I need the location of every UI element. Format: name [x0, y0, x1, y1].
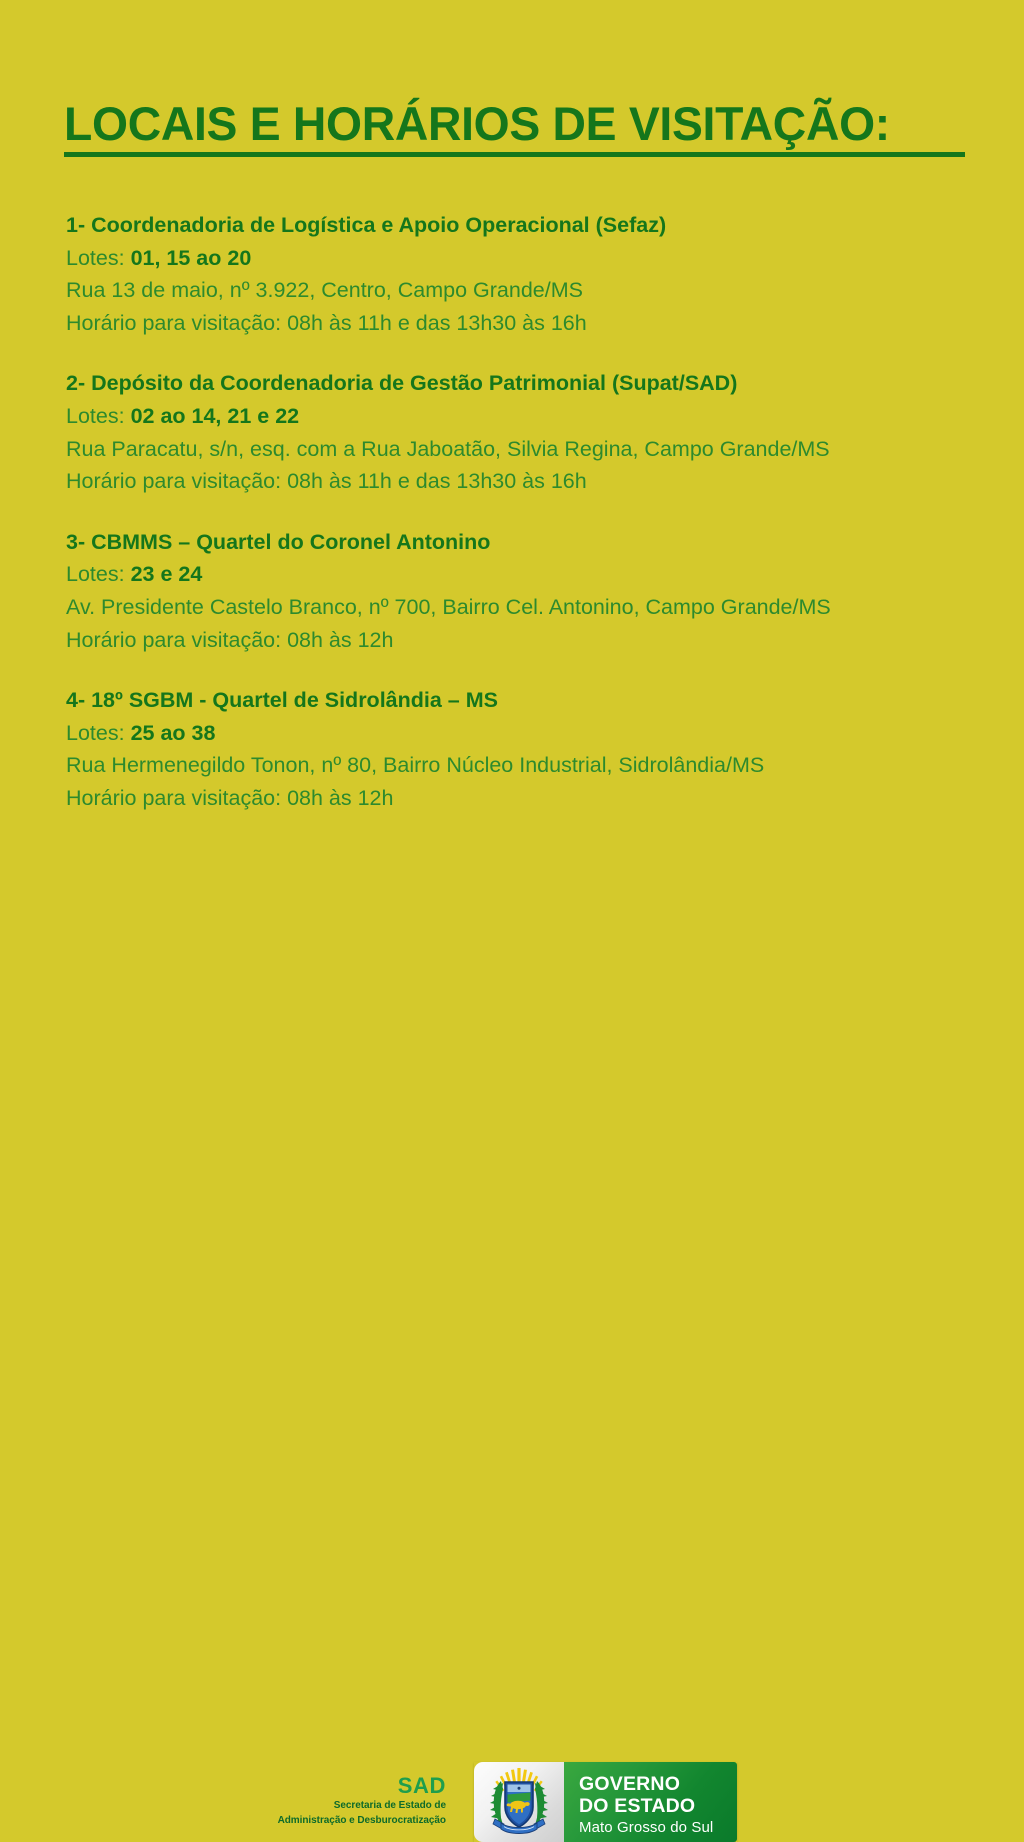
lotes-label: Lotes: [66, 245, 125, 270]
location-address: Rua 13 de maio, nº 3.922, Centro, Campo Grande/MS [66, 278, 583, 303]
government-text-panel [564, 1762, 737, 1842]
location-heading: 2- Depósito da Coordenadoria de Gestão Patrimonial (Supat/SAD) [66, 371, 738, 396]
government-line-1: GOVERNO [579, 1773, 681, 1795]
mato-grosso-do-sul-coat-of-arms-icon [487, 1767, 551, 1837]
location-address: Rua Paracatu, s/n, esq. com a Rua Jaboatão, Silvia Regina, Campo Grande/MS [66, 436, 830, 461]
location-hours: Horário para visitação: 08h às 12h [66, 627, 394, 652]
location-block [66, 209, 996, 339]
location-hours: Horário para visitação: 08h às 11h e das 13h30 às 16h [66, 310, 587, 335]
location-lotes [66, 558, 996, 591]
lotes-label: Lotes: [66, 403, 125, 428]
sad-subtitle-line-1: Secretaria de Estado de [333, 1800, 446, 1811]
government-line-3: Mato Grosso do Sul [579, 1819, 714, 1836]
location-hours: Horário para visitação: 08h às 11h e das 13h30 às 16h [66, 469, 587, 494]
location-heading: 4- 18º SGBM - Quartel de Sidrolândia – MS [66, 688, 498, 713]
location-block [66, 526, 996, 656]
location-lotes [66, 242, 996, 275]
lotes-value: 25 ao 38 [130, 720, 216, 745]
locations-list [66, 209, 996, 815]
footer [0, 880, 1024, 1836]
government-line-2: DO ESTADO [579, 1795, 696, 1817]
lotes-value: 02 ao 14, 21 e 22 [130, 403, 300, 428]
page-title-underline [64, 152, 965, 157]
location-heading: 1- Coordenadoria de Logística e Apoio Operacional (Sefaz) [66, 213, 667, 237]
lotes-label: Lotes: [66, 720, 125, 745]
government-badge [474, 1762, 737, 1842]
location-address: Rua Hermenegildo Tonon, nº 80, Bairro Núcleo Industrial, Sidrolândia/MS [66, 753, 765, 778]
page-title: LOCAIS E HORÁRIOS DE VISITAÇÃO: [64, 97, 890, 150]
location-heading: 3- CBMMS – Quartel do Coronel Antonino [66, 529, 491, 554]
location-hours: Horário para visitação: 08h às 12h [66, 785, 394, 810]
sad-logo [276, 1774, 446, 1827]
lotes-value: 23 e 24 [130, 562, 203, 587]
sad-acronym: SAD [397, 1773, 446, 1798]
location-address: Av. Presidente Castelo Branco, nº 700, Bairro Cel. Antonino, Campo Grande/MS [66, 594, 831, 619]
lotes-value: 01, 15 ao 20 [130, 245, 252, 270]
crest-panel [474, 1762, 564, 1842]
location-lotes [66, 400, 996, 433]
sad-subtitle-line-2: Administração e Desburocratização [277, 1814, 446, 1826]
location-block [66, 367, 996, 497]
location-lotes [66, 717, 996, 750]
lotes-label: Lotes: [66, 562, 125, 587]
location-block [66, 684, 996, 814]
